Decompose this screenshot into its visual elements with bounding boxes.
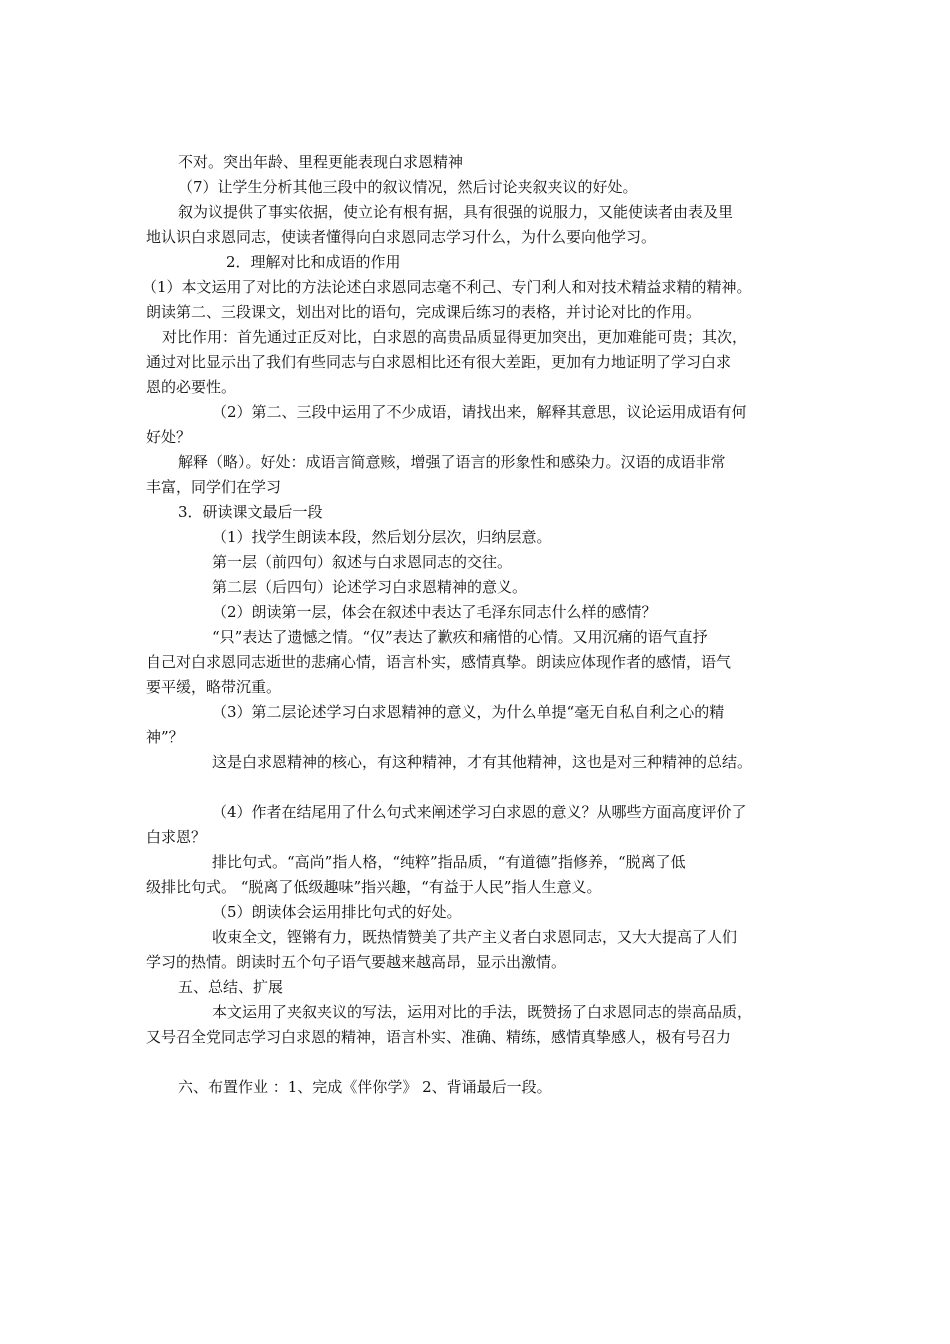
text-line: 级排比句式。 “脱离了低级趣味”指兴趣，“有益于人民”指人生意义。	[146, 878, 602, 896]
text-line: 叙为议提供了事实依据，使立论有根有据，具有很强的说服力，又能使读者由表及里	[178, 203, 734, 221]
text-line: 神”？	[146, 728, 184, 746]
text-line: 又号召全党同志学习白求恩的精神，语言朴实、准确、精练，感情真挚感人，极有号召力	[146, 1028, 732, 1046]
section-heading: 六、布置作业 ：1、完成《伴你学》 2、背诵最后一段。	[178, 1078, 552, 1096]
text-line: 这是白求恩精神的核心，有这种精神，才有其他精神，这也是对三种精神的总结。	[212, 753, 753, 771]
text-line: 排比句式。“高尚”指人格，“纯粹”指品质，“有道德”指修养，“脱离了低	[212, 853, 686, 871]
text-line: 丰富，同学们在学习	[146, 478, 282, 496]
text-line: 朗读第二、三段课文，划出对比的语句，完成课后练习的表格，并讨论对比的作用。	[146, 303, 702, 321]
text-line: （1）本文运用了对比的方法论述白求恩同志毫不利己、专门利人和对技术精益求精的精神。	[142, 278, 752, 296]
text-line: 白求恩？	[146, 828, 207, 846]
section-heading: 3．研读课文最后一段	[178, 503, 323, 521]
text-line: 第一层（前四句）叙述与白求恩同志的交往。	[212, 553, 513, 571]
text-line: 对比作用：首先通过正反对比，白求恩的高贵品质显得更加突出，更加难能可贵；其次，	[162, 328, 748, 346]
text-line: 第二层（后四句）论述学习白求恩精神的意义。	[212, 578, 528, 596]
text-line: 地认识白求恩同志，使读者懂得向白求恩同志学习什么，为什么要向他学习。	[146, 228, 657, 246]
text-line: （5）朗读体会运用排比句式的好处。	[212, 903, 462, 921]
text-line: 通过对比显示出了我们有些同志与白求恩相比还有很大差距，更加有力地证明了学习白求	[146, 353, 732, 371]
text-line: 不对。突出年龄、里程更能表现白求恩精神	[178, 153, 464, 171]
text-line: 好处？	[146, 428, 192, 446]
section-heading: 2．理解对比和成语的作用	[226, 253, 401, 271]
text-line: （7）让学生分析其他三段中的叙议情况，然后讨论夹叙夹议的好处。	[178, 178, 638, 196]
section-heading: 五、总结、扩展	[178, 978, 284, 996]
text-line: 恩的必要性。	[146, 378, 237, 396]
text-line: 学习的热情。朗读时五个句子语气要越来越高昂，显示出激情。	[146, 953, 567, 971]
text-line: 收束全文，铿锵有力，既热情赞美了共产主义者白求恩同志，又大大提高了人们	[212, 928, 738, 946]
text-line: （2）朗读第一层，体会在叙述中表达了毛泽东同志什么样的感情？	[212, 603, 657, 621]
text-line: 自己对白求恩同志逝世的悲痛心情，语言朴实，感情真挚。朗读应体现作者的感情，语气	[146, 653, 732, 671]
text-line: （4）作者在结尾用了什么句式来阐述学习白求恩的意义？从哪些方面高度评价了	[212, 803, 747, 821]
text-line: （2）第二、三段中运用了不少成语，请找出来，解释其意思，议论运用成语有何	[212, 403, 747, 421]
text-line: （1）找学生朗读本段，然后划分层次，归纳层意。	[212, 528, 552, 546]
text-line: 解释（略）。好处：成语言简意赅，增强了语言的形象性和感染力。汉语的成语非常	[178, 453, 726, 471]
text-line: （3）第二层论述学习白求恩精神的意义，为什么单提“毫无自私自利之心的精	[212, 703, 725, 721]
text-line: 本文运用了夹叙夹议的写法，运用对比的手法，既赞扬了白求恩同志的崇高品质，	[212, 1003, 753, 1021]
text-line: “只”表达了遗憾之情。“仅”表达了歉疚和痛惜的心情。又用沉痛的语气直抒	[212, 628, 708, 646]
text-line: 要平缓，略带沉重。	[146, 678, 282, 696]
